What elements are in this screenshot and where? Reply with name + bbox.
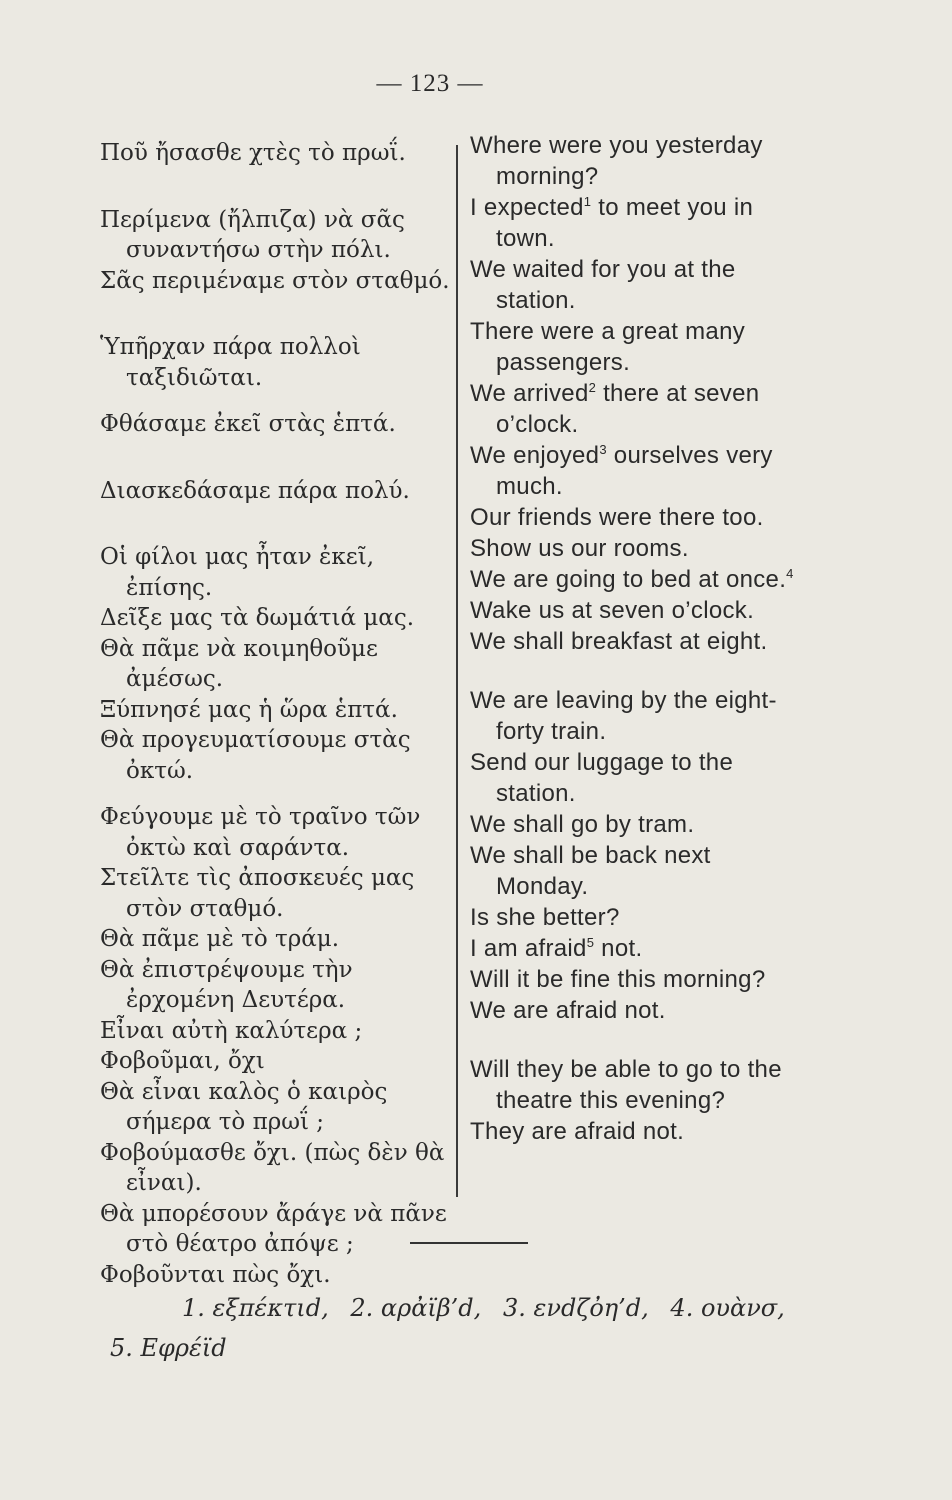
greek-line: Θὰ μπορέσουν ἄράγε νὰ πᾶνε στὸ θέατρο ἀπόψε ; xyxy=(100,1200,447,1257)
column-divider xyxy=(456,145,458,1197)
greek-line: Θὰ εἶναι καλὸς ὁ καιρὸς σήμερα τὸ πρωΐ ; xyxy=(100,1078,388,1135)
english-line: We shall breakfast at eight. xyxy=(470,628,768,655)
english-line: Send our luggage to the station. xyxy=(470,749,734,807)
greek-line: Δεῖξε μας τὰ δωμάτιά μας. xyxy=(100,605,415,631)
footnote-marker: 5 xyxy=(586,935,595,950)
greek-line: Ὑπῆρχαν πάρα πολλοὶ ταξιδιῶται. xyxy=(100,334,361,391)
greek-column xyxy=(100,138,455,1290)
footnote-marker: 1 xyxy=(583,194,592,209)
footnote-2: 2. αρἀϊβ’d, xyxy=(350,1294,482,1322)
greek-line: Οἱ φίλοι μας ἦταν ἐκεῖ, ἐπίσης. xyxy=(100,544,375,601)
footnote-marker: 3 xyxy=(599,442,607,457)
english-line: Our friends were there too. xyxy=(470,504,764,531)
footnote-line xyxy=(110,1288,830,1328)
footnote-rule xyxy=(410,1242,528,1244)
greek-line: Φθάσαμε ἐκεῖ στὰς ἑπτά. xyxy=(100,411,396,437)
english-line: Will it be fine this morning? xyxy=(470,966,766,993)
english-line: They are afraid not. xyxy=(470,1118,685,1145)
greek-line: Φεύγουμε μὲ τὸ τραῖνο τῶν ὀκτὼ καὶ σαράντα. xyxy=(100,804,421,861)
page-number: — 123 — xyxy=(376,70,484,97)
english-line: There were a great many passengers. xyxy=(470,318,746,376)
english-line: We shall be back next Monday. xyxy=(470,842,711,900)
greek-line: Διασκεδάσαμε πάρα πολύ. xyxy=(100,477,410,504)
footnote-marker: 4 xyxy=(786,566,794,581)
english-line: Show us our rooms. xyxy=(470,535,689,562)
english-line: Is she better? xyxy=(470,904,620,931)
english-line: We shall go by tram. xyxy=(470,811,695,838)
english-line: I expected$^1$ to meet you in town. xyxy=(470,194,754,252)
greek-line: Σᾶς περιμέναμε στὸν σταθμό. xyxy=(100,267,450,294)
greek-line: Θὰ πᾶμε μὲ τὸ τράμ. xyxy=(100,926,340,952)
greek-line: Θὰ ἐπιστρέψουμε τὴν ἐρχομένη Δευτέρα. xyxy=(100,956,353,1013)
english-line: We are afraid not. xyxy=(470,997,666,1024)
english-line: Where were you yesterday morning? xyxy=(470,132,763,190)
english-line: We are leaving by the eight-forty train. xyxy=(470,687,777,745)
greek-line: Θὰ πᾶμε νὰ κοιμηθοῦμε ἀμέσως. xyxy=(100,635,378,692)
greek-line: Ποῦ ἤσασθε χτὲς τὸ πρωΐ. xyxy=(100,140,406,166)
footnote-line xyxy=(110,1328,830,1368)
footnote-5: 5. Εφρέϊd xyxy=(110,1334,227,1362)
footnote-3: 3. ενdζὀη’d, xyxy=(502,1294,649,1322)
english-line: We are going to bed at once.$^4$ xyxy=(470,566,794,593)
greek-line: Φοβοῦνται πὼς ὄχι. xyxy=(100,1261,331,1288)
greek-line: Φοβούμασθε ὄχι. (πὼς δὲν θὰ εἶναι). xyxy=(100,1139,445,1196)
english-line: We enjoyed$^3$ ourselves very much. xyxy=(470,442,773,500)
english-line: Wake us at seven o’clock. xyxy=(470,597,755,624)
greek-line: Στεῖλτε τὶς ἀποσκευές μας στὸν σταθμό. xyxy=(100,865,415,922)
english-line: I am afraid$^5$ not. xyxy=(470,935,643,962)
english-column xyxy=(470,130,800,1147)
english-line: We waited for you at the station. xyxy=(470,256,736,314)
footnote-4: 4. ουὰνσ, xyxy=(670,1294,785,1322)
greek-line: Εἶναι αὐτὴ καλύτερα ; xyxy=(100,1017,363,1044)
greek-line: Φοβοῦμαι, ὄχι xyxy=(100,1048,265,1074)
footnotes xyxy=(110,1288,830,1368)
footnote-1: 1. εξπέκτιd, xyxy=(182,1294,329,1322)
english-line: Will they be able to go to the theatre this evening? xyxy=(470,1056,782,1114)
footnote-marker: 2 xyxy=(588,380,597,395)
greek-line: Περίμενα (ἤλπιζα) νὰ σᾶς συναντήσω στὴν πόλι. xyxy=(100,206,405,263)
greek-line: Ξύπνησέ μας ἡ ὥρα ἑπτά. xyxy=(100,696,398,723)
greek-line: Θὰ προγευματίσουμε στὰς ὀκτώ. xyxy=(100,727,411,784)
english-line: We arrived$^2$ there at seven o’clock. xyxy=(470,380,760,438)
